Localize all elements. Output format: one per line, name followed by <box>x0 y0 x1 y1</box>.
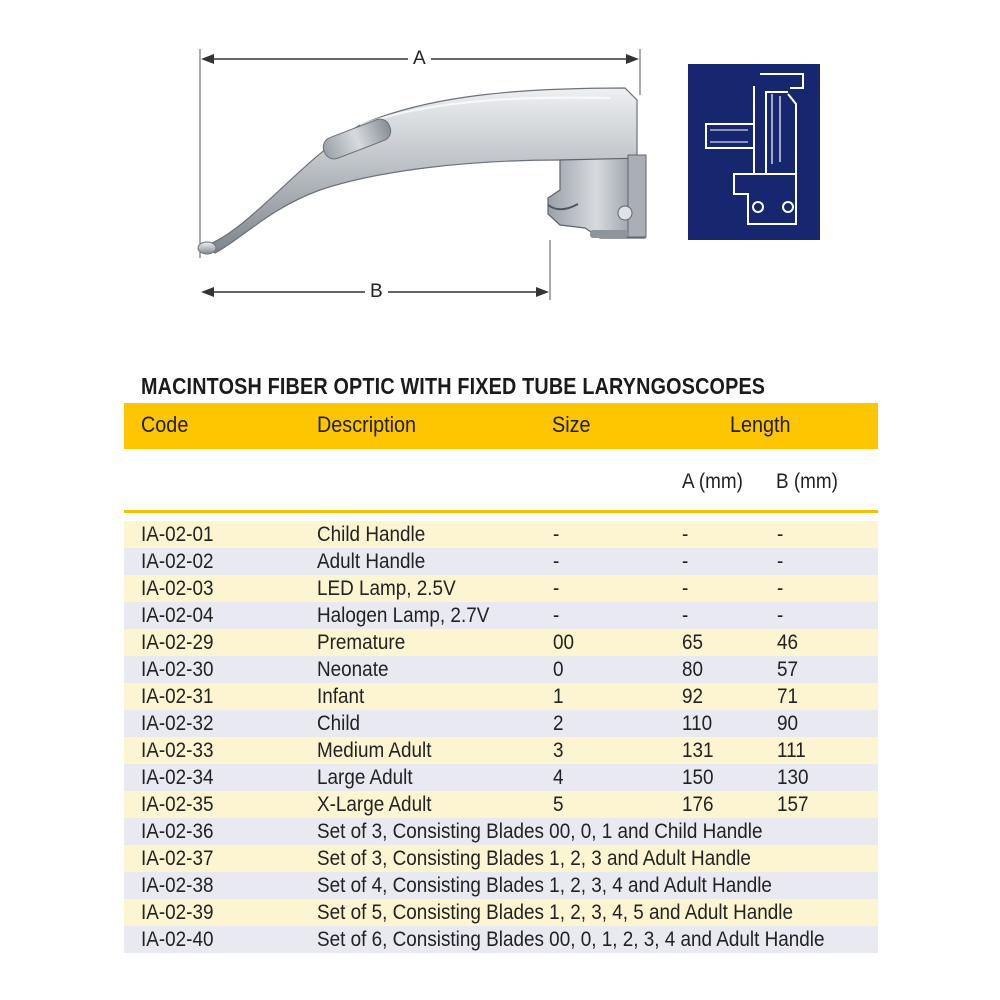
table-row <box>124 764 878 791</box>
header-code: Code <box>141 412 189 437</box>
header-divider <box>124 510 878 513</box>
cell-description: Set of 3, Consisting Blades 1, 2, 3 and Adult Handle <box>317 847 751 870</box>
table-row <box>124 602 878 629</box>
cell-size: - <box>553 604 560 627</box>
table-row <box>124 656 878 683</box>
cell-size: 0 <box>553 658 564 681</box>
cell-length-b: 46 <box>777 631 799 654</box>
table-row <box>124 575 878 602</box>
header-length: Length <box>730 412 791 437</box>
cell-code: IA-02-38 <box>141 874 214 897</box>
table-title: MACINTOSH FIBER OPTIC WITH FIXED TUBE LARYNGOSCOPES <box>141 373 766 399</box>
cell-size: - <box>553 550 560 573</box>
cell-length-a: - <box>682 604 689 627</box>
table-row <box>124 629 878 656</box>
cell-length-b: 130 <box>777 766 809 789</box>
cell-description: Neonate <box>317 658 389 681</box>
cell-length-b: 90 <box>777 712 799 735</box>
dimension-b-label: B <box>365 282 388 302</box>
dimension-a-label: A <box>408 49 431 69</box>
table-row <box>124 899 878 926</box>
cell-code: IA-02-40 <box>141 928 214 951</box>
cell-code: IA-02-34 <box>141 766 214 789</box>
cell-code: IA-02-02 <box>141 550 214 573</box>
cell-size: 2 <box>553 712 564 735</box>
cell-length-b: - <box>777 550 784 573</box>
cell-code: IA-02-37 <box>141 847 214 870</box>
cell-code: IA-02-33 <box>141 739 214 762</box>
cell-code: IA-02-39 <box>141 901 214 924</box>
cell-code: IA-02-04 <box>141 604 214 627</box>
cell-length-a: - <box>682 577 689 600</box>
cell-code: IA-02-36 <box>141 820 214 843</box>
table-row <box>124 710 878 737</box>
cell-length-b: - <box>777 604 784 627</box>
cell-description: LED Lamp, 2.5V <box>317 577 456 600</box>
cell-description: Adult Handle <box>317 550 426 573</box>
table-row <box>124 791 878 818</box>
cell-length-b: 57 <box>777 658 799 681</box>
cell-description: Medium Adult <box>317 739 432 762</box>
cell-code: IA-02-29 <box>141 631 214 654</box>
product-figure <box>0 0 1000 330</box>
cell-length-b: - <box>777 577 784 600</box>
cell-description: Premature <box>317 631 406 654</box>
cell-length-a: 176 <box>682 793 714 816</box>
cell-length-a: 65 <box>682 631 704 654</box>
cell-code: IA-02-31 <box>141 685 214 708</box>
cell-length-a: 80 <box>682 658 704 681</box>
cell-length-a: 131 <box>682 739 714 762</box>
header-description: Description <box>317 412 417 437</box>
table-row <box>124 845 878 872</box>
cell-size: - <box>553 577 560 600</box>
cell-length-a: - <box>682 523 689 546</box>
cell-code: IA-02-01 <box>141 523 214 546</box>
cell-description: Child Handle <box>317 523 426 546</box>
cell-description: Child <box>317 712 361 735</box>
cell-length-a: 110 <box>682 712 713 735</box>
header-size: Size <box>552 412 591 437</box>
table-row <box>124 521 878 548</box>
hook-fitting-icon <box>688 64 820 240</box>
cell-code: IA-02-32 <box>141 712 214 735</box>
fitting-diagram <box>688 64 820 240</box>
cell-length-a: 92 <box>682 685 704 708</box>
cell-description: Set of 3, Consisting Blades 00, 0, 1 and Child Handle <box>317 820 763 843</box>
cell-size: 5 <box>553 793 564 816</box>
header-a-mm: A (mm) <box>682 470 743 493</box>
cell-size: 1 <box>553 685 564 708</box>
cell-code: IA-02-35 <box>141 793 214 816</box>
cell-description: Infant <box>317 685 365 708</box>
cell-code: IA-02-30 <box>141 658 214 681</box>
cell-length-b: 157 <box>777 793 809 816</box>
cell-length-b: 111 <box>777 739 806 762</box>
cell-description: Large Adult <box>317 766 413 789</box>
table-row <box>124 548 878 575</box>
cell-description: Halogen Lamp, 2.7V <box>317 604 490 627</box>
table-row <box>124 683 878 710</box>
table-row <box>124 926 878 953</box>
table-row <box>124 818 878 845</box>
cell-description: X-Large Adult <box>317 793 432 816</box>
cell-length-b: - <box>777 523 784 546</box>
cell-size: 00 <box>553 631 575 654</box>
cell-description: Set of 4, Consisting Blades 1, 2, 3, 4 and Adult Handle <box>317 874 772 897</box>
cell-size: 4 <box>553 766 564 789</box>
cell-length-b: 71 <box>777 685 799 708</box>
cell-length-a: 150 <box>682 766 714 789</box>
cell-size: 3 <box>553 739 564 762</box>
cell-size: - <box>553 523 560 546</box>
cell-description: Set of 5, Consisting Blades 1, 2, 3, 4, 5 and Adult Handle <box>317 901 793 924</box>
cell-code: IA-02-03 <box>141 577 214 600</box>
table-body <box>124 521 878 953</box>
table-row <box>124 737 878 764</box>
header-b-mm: B (mm) <box>776 470 838 493</box>
cell-description: Set of 6, Consisting Blades 00, 0, 1, 2, 3, 4 and Adult Handle <box>317 928 825 951</box>
laryngoscope-blade-drawing <box>0 0 1000 330</box>
table-row <box>124 872 878 899</box>
cell-length-a: - <box>682 550 689 573</box>
